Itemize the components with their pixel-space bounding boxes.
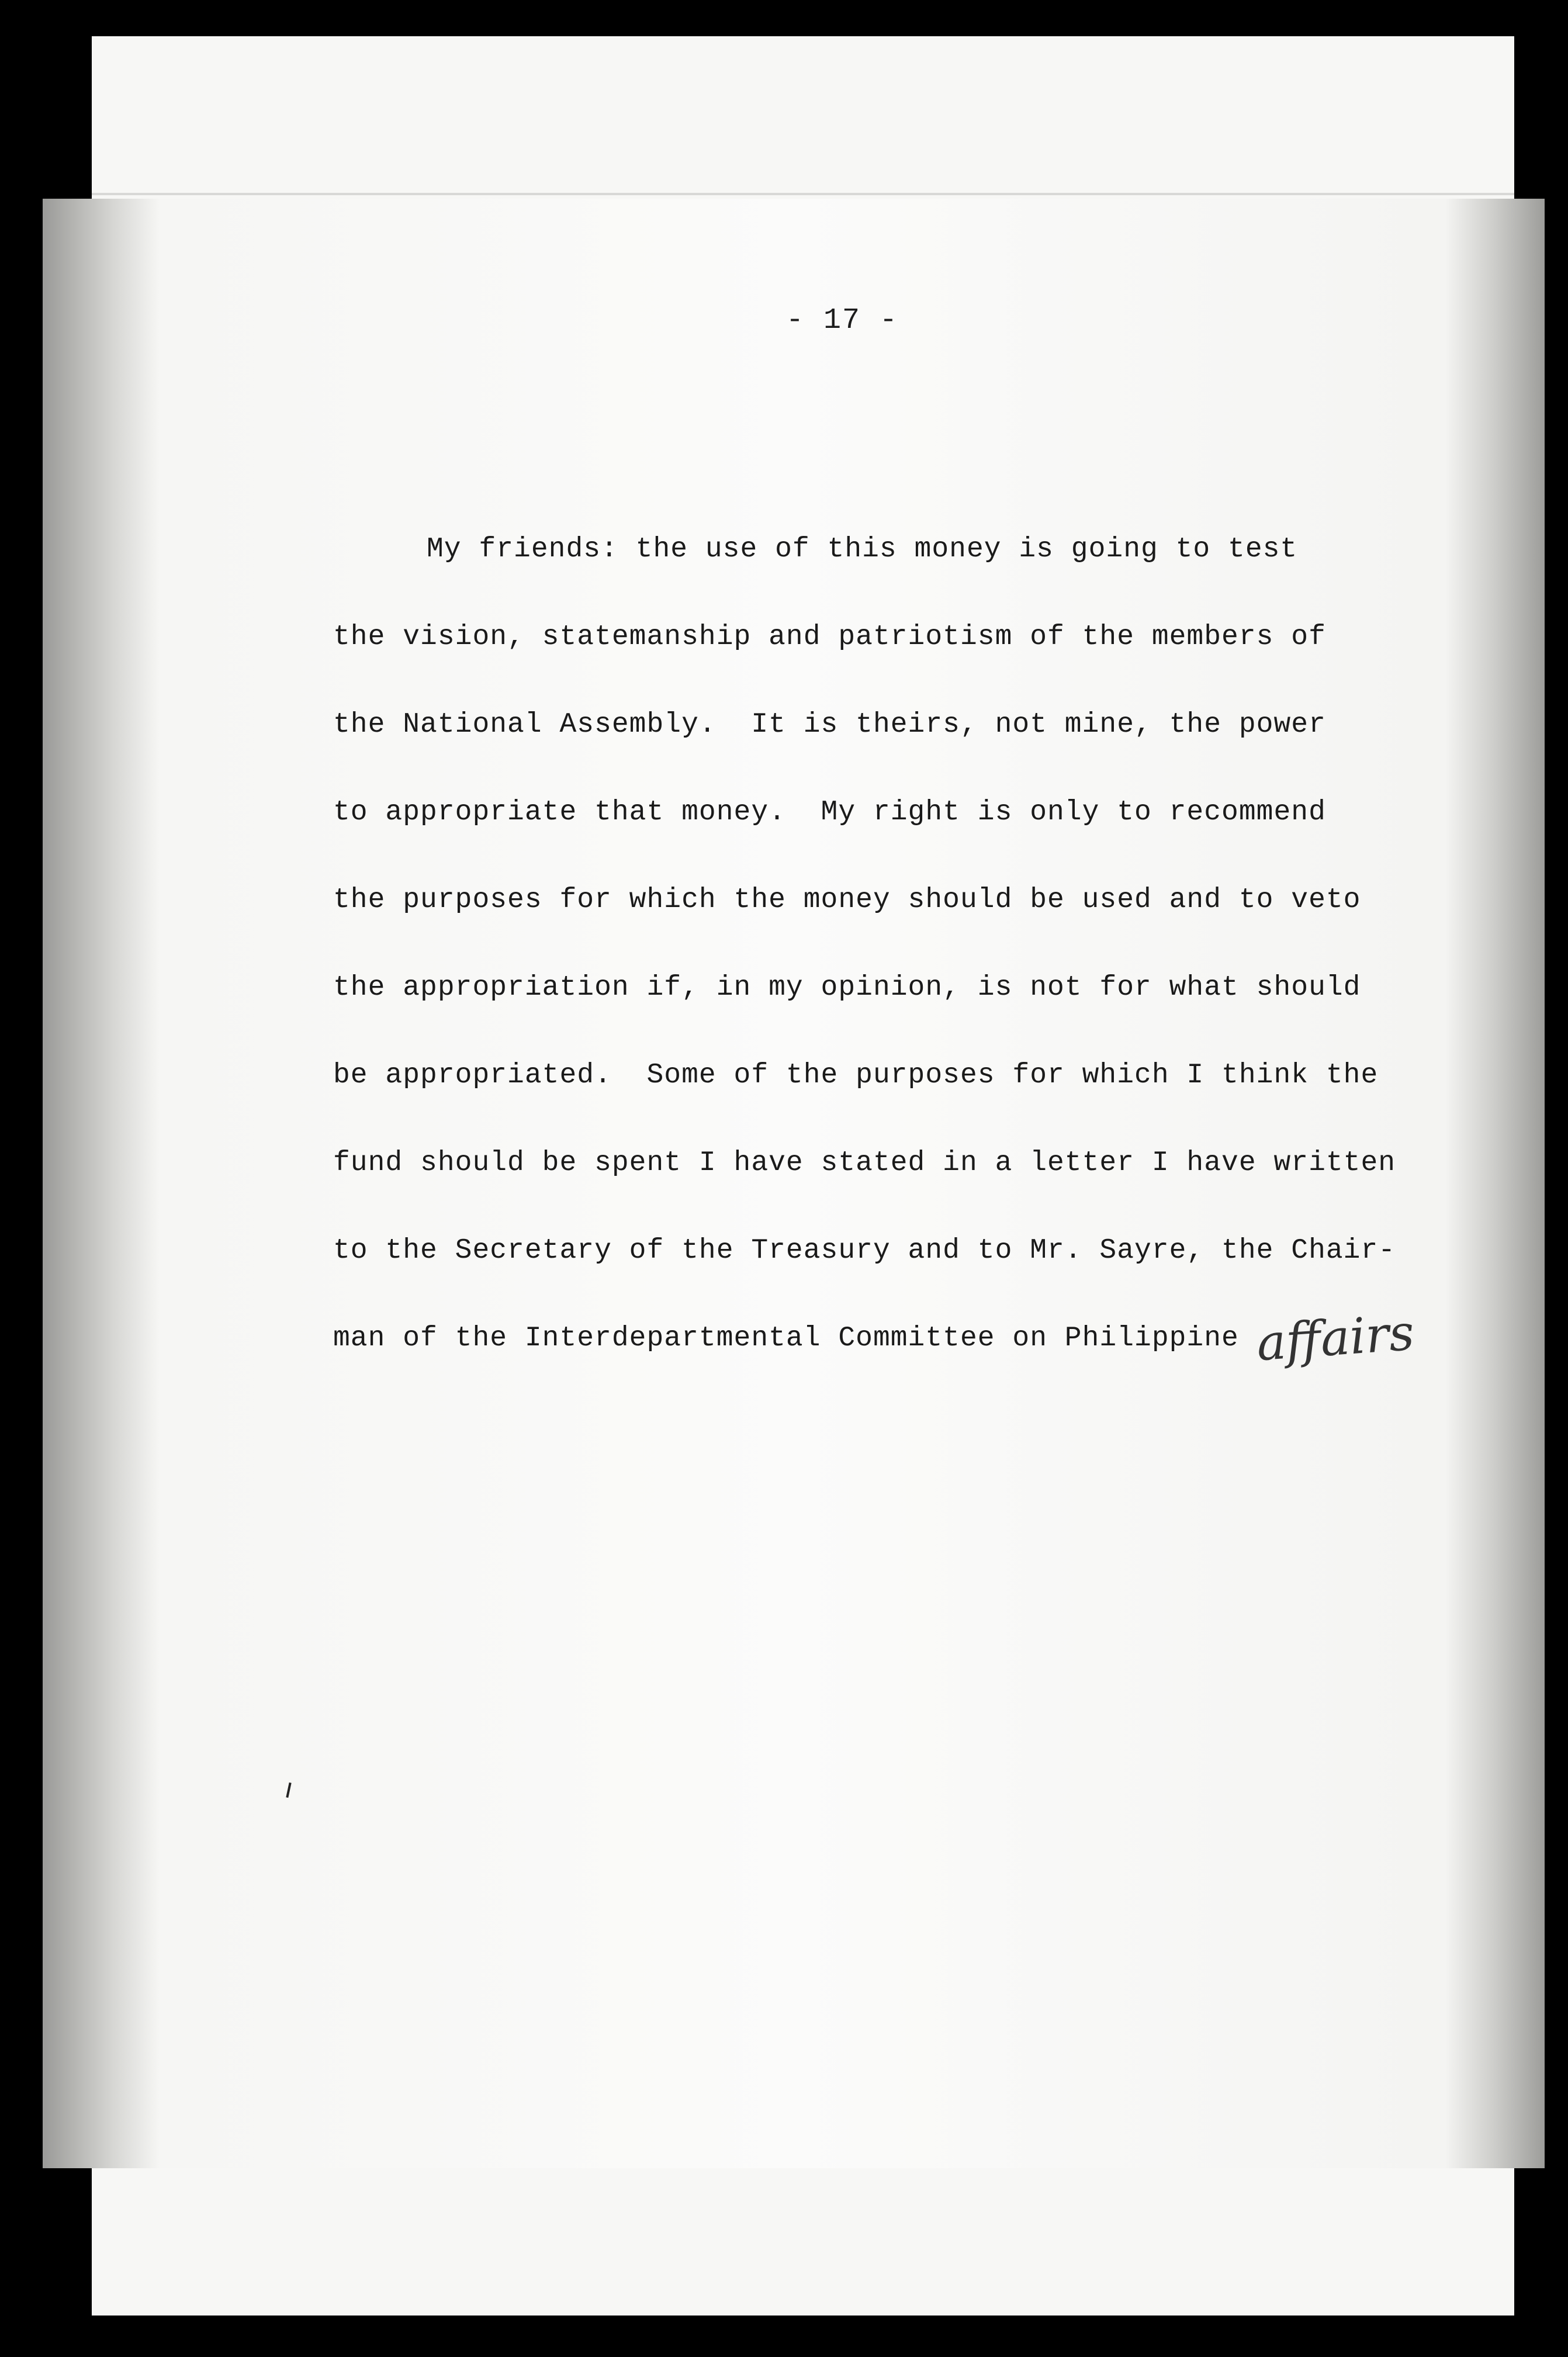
typed-page bbox=[43, 199, 1545, 2168]
handwritten-annotation: affairs bbox=[1254, 1303, 1416, 1372]
text-line: the appropriation if, in my opinion, is not for what should bbox=[333, 972, 1361, 1003]
text-line: the National Assembly. It is theirs, not mine, the power bbox=[333, 709, 1326, 740]
text-line: to appropriate that money. My right is only to recommend bbox=[333, 797, 1326, 828]
text-line: man of the Interdepartmental Committee on Philippine bbox=[333, 1323, 1239, 1354]
text-line: My friends: the use of this money is going to test bbox=[427, 534, 1298, 565]
text-line: to the Secretary of the Treasury and to Mr. Sayre, the Chair- bbox=[333, 1235, 1396, 1266]
text-line: be appropriated. Some of the purposes for which I think the bbox=[333, 1060, 1379, 1091]
underlying-sheet-bottom bbox=[92, 2168, 1514, 2314]
text-line: the vision, statemanship and patriotism of the members of bbox=[333, 621, 1326, 653]
text-line: the purposes for which the money should be used and to veto bbox=[333, 884, 1361, 916]
page-number: - 17 - bbox=[786, 304, 899, 337]
page-edge-rule bbox=[92, 193, 1514, 195]
text-line: fund should be spent I have stated in a letter I have written bbox=[333, 1147, 1396, 1179]
